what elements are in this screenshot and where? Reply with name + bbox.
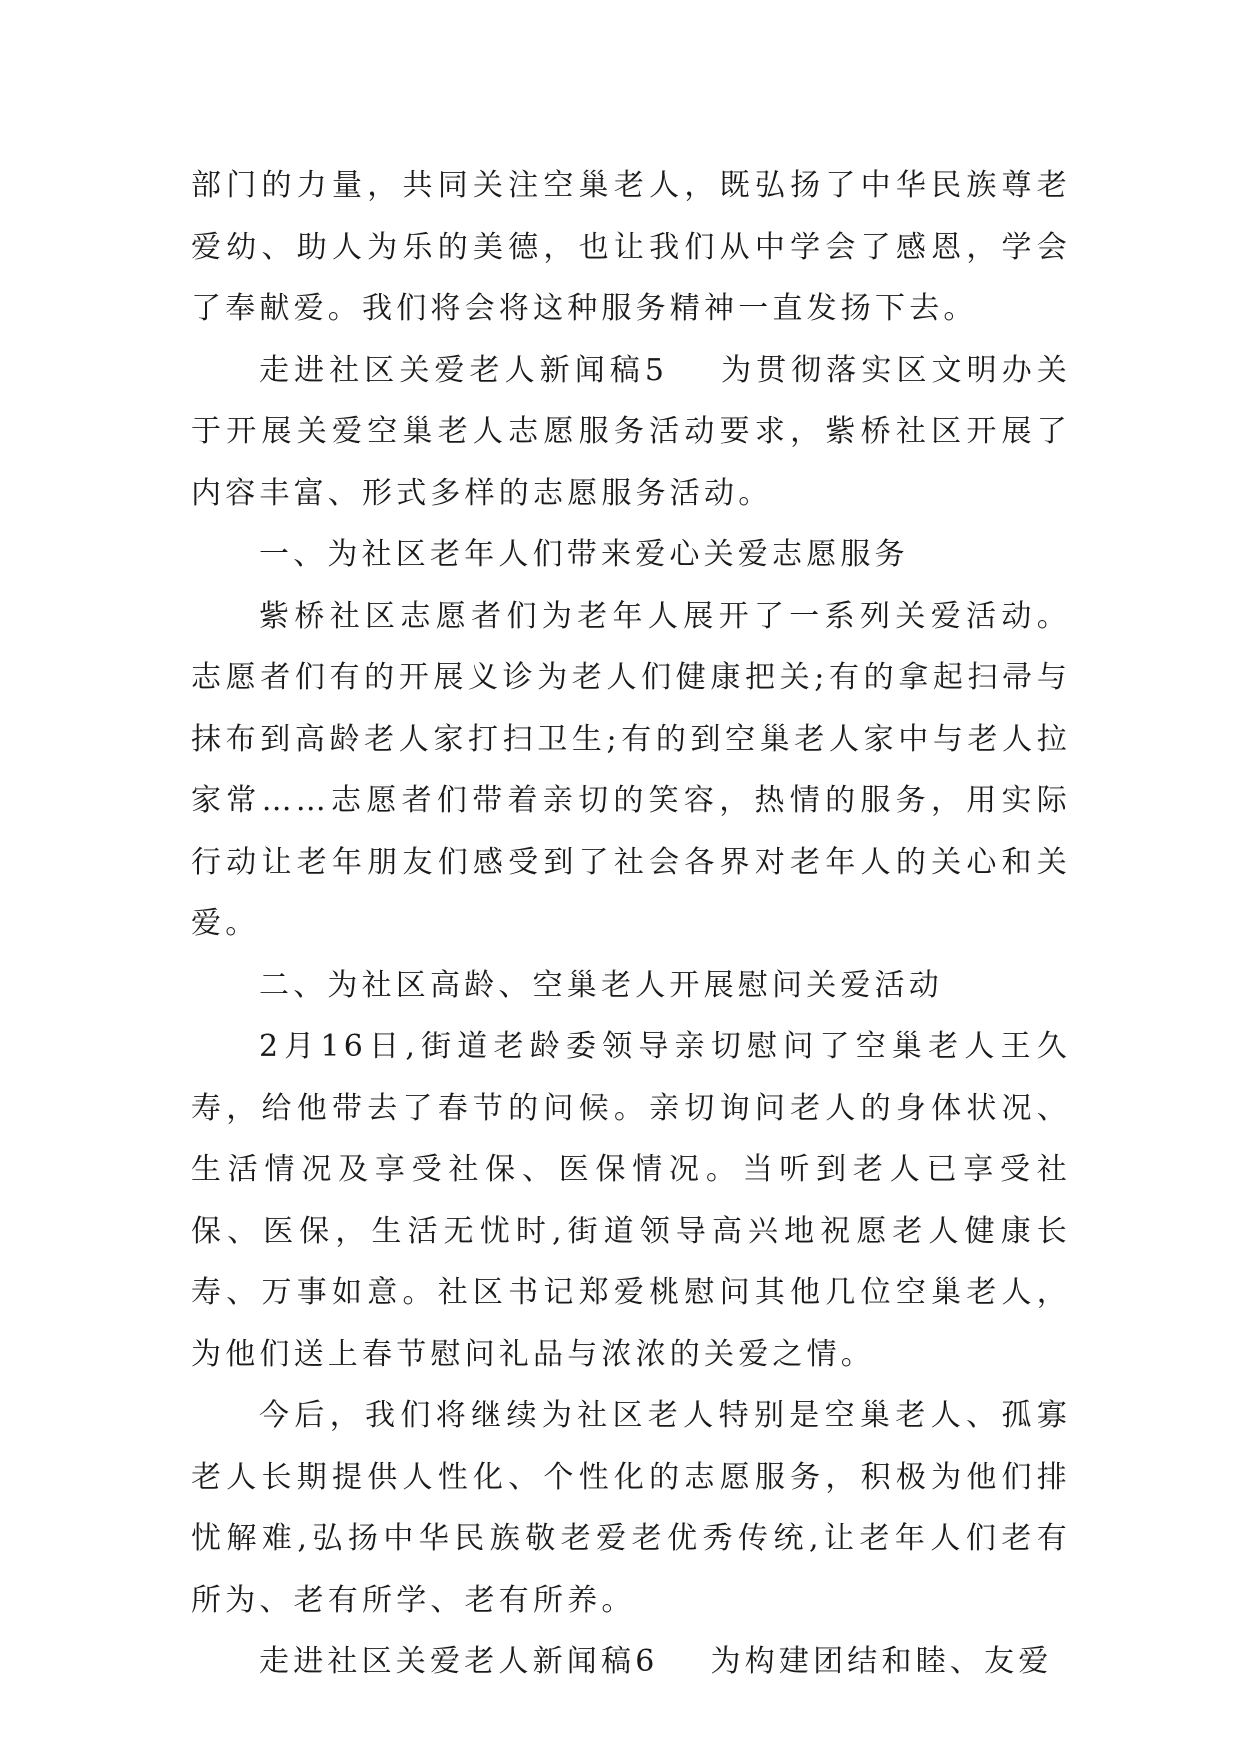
paragraph-closing-previous-article — [191, 155, 1071, 340]
article-title-5: 走进社区关爱老人新闻稿5 — [259, 352, 669, 388]
paragraph-text: 为构建团结和睦、友爱 — [710, 1644, 1053, 1679]
section-heading-text: 一、为社区老年人们带来爱心关爱志愿服务 — [259, 537, 909, 572]
article-title-6: 走进社区关爱老人新闻稿6 — [259, 1644, 659, 1679]
paragraph-text: 紫桥社区志愿者们为老年人展开了一系列关爱活动。志愿者们有的开展义诊为老人们健康把关;有的拿起扫帚与抹布到高龄老人家打扫卫生;有的到空巢老人家中与老人拉家常……志愿者们带着亲切的笑容，热情的服务，用实际行动让老年朋友们感受到了社会各界对老年人的关心和关爱。 — [191, 598, 1071, 941]
paragraph-text: 为贯彻落实区文明办关于开展关爱空巢老人志愿服务活动要求，紫桥社区开展了内容丰富、形式多样的志愿服务活动。 — [191, 352, 1071, 511]
paragraph-volunteer-activities — [191, 586, 1071, 955]
document-body — [191, 155, 1071, 1693]
paragraph-text: 部门的力量，共同关注空巢老人，既弘扬了中华民族尊老爱幼、助人为乐的美德，也让我们从中学会了感恩，学会了奉献爱。我们将会将这种服务精神一直发扬下去。 — [191, 168, 1071, 326]
paragraph-future-plans — [191, 1385, 1071, 1631]
paragraph-text: 今后，我们将继续为社区老人特别是空巢老人、孤寡老人长期提供人性化、个性化的志愿服务，积极为他们排忧解难,弘扬中华民族敬老爱老优秀传统,让老年人们老有所为、老有所学、老有所养。 — [191, 1398, 1071, 1618]
paragraph-text: 2月16日,街道老龄委领导亲切慰问了空巢老人王久寿，给他带去了春节的问候。亲切询问老人的身体状况、生活情况及享受社保、医保情况。当听到老人已享受社保、医保，生活无忧时,街道领导高兴地祝愿老人健康长寿、万事如意。社区书记郑爱桃慰问其他几位空巢老人，为他们送上春节慰问礼品与浓浓的关爱之情。 — [191, 1029, 1071, 1372]
section-heading-text: 二、为社区高龄、空巢老人开展慰问关爱活动 — [259, 967, 943, 1003]
section-heading-1 — [191, 524, 1071, 586]
paragraph-article-6-intro — [191, 1631, 1071, 1693]
paragraph-visit-elderly — [191, 1016, 1071, 1385]
section-heading-2 — [191, 955, 1071, 1017]
paragraph-article-5-intro — [191, 340, 1071, 525]
